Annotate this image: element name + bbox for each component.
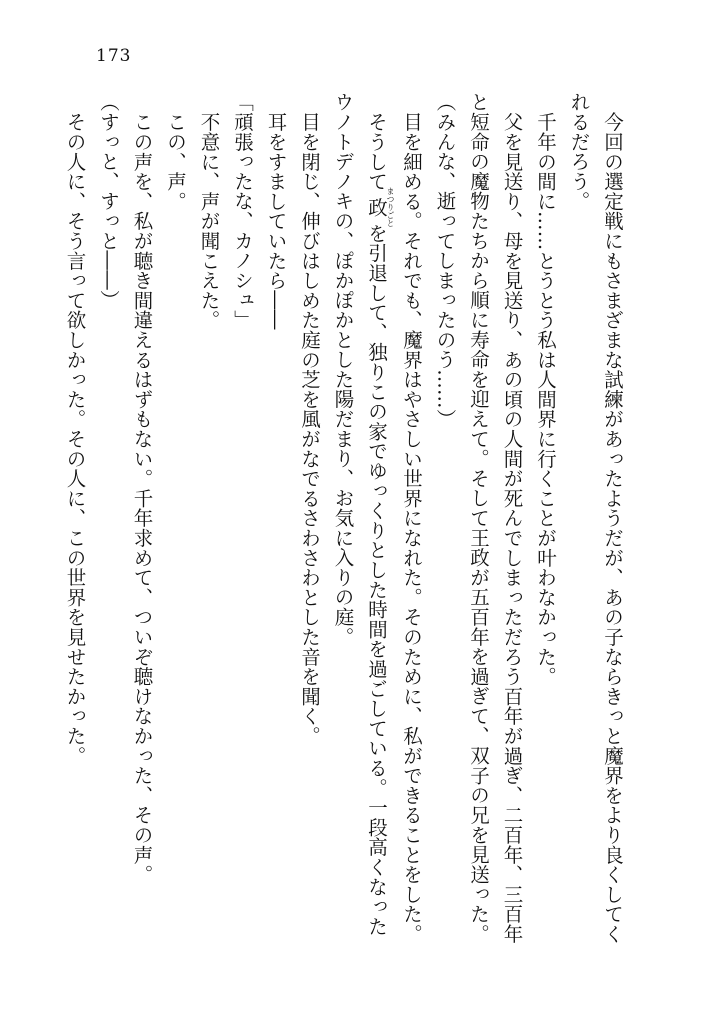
ruby-annotation (365, 186, 395, 227)
paragraph: 不意に、声が聞こえた。 (197, 111, 221, 330)
paragraph: 父を見送り、母を見送り、あの頃の人間が死んでしまっただろう百年が過ぎ、二百年、三百年と短命の魔物たちから順に寿命を迎えて。そして王政が五百年を過ぎて、双子の兄を見送った。 (467, 92, 524, 944)
ruby-reading: まつりごと (386, 186, 395, 227)
paragraph-with-ruby (326, 92, 395, 952)
paragraph: その人に、そう言って欲しかった。その人に、この世界を見せたかった。 (63, 111, 87, 765)
paragraph: （すっと、すっと――） (97, 92, 120, 310)
ruby-base: 政 (365, 186, 388, 227)
paragraph: この、声。 (164, 111, 187, 211)
paragraph: この声を、私が聴き間違えるはずもない。千年求めて、ついぞ聴けなかった、その声。 (130, 111, 154, 884)
paragraph: （みんな、逝ってしまったのう……） (433, 92, 457, 429)
paragraph: 耳をすましていたら―― (264, 111, 288, 330)
paragraph-text-post: を引退して、独りこの家でゆっくりとした時間を過ごしている。一段高くなったウノトデノキの、ぽかぽかとした陽だまり、お気に入りの庭。 (331, 92, 388, 936)
page-number: 173 (96, 46, 132, 66)
paragraph: 「頑張ったな、カノシュ」 (231, 92, 254, 330)
paragraph: 今回の選定戦にもさまざまな試練があったようだが、あの子ならきっと魔界をより良くしてくれるだろう。 (567, 92, 624, 944)
paragraph: 目を閉じ、伸びはしめた庭の芝を風がなでるさわさわとした音を聞く。 (298, 111, 321, 746)
paragraph: 目を細める。それでも、魔界はやさしい世界になれた。そのために、私ができることをした。 (400, 111, 423, 944)
body-text (58, 92, 629, 952)
paragraph-text-pre: そうして (365, 111, 388, 191)
paragraph: 千年の間に……とうとう私は人間界に行くことが叶わなかった。 (534, 111, 557, 686)
